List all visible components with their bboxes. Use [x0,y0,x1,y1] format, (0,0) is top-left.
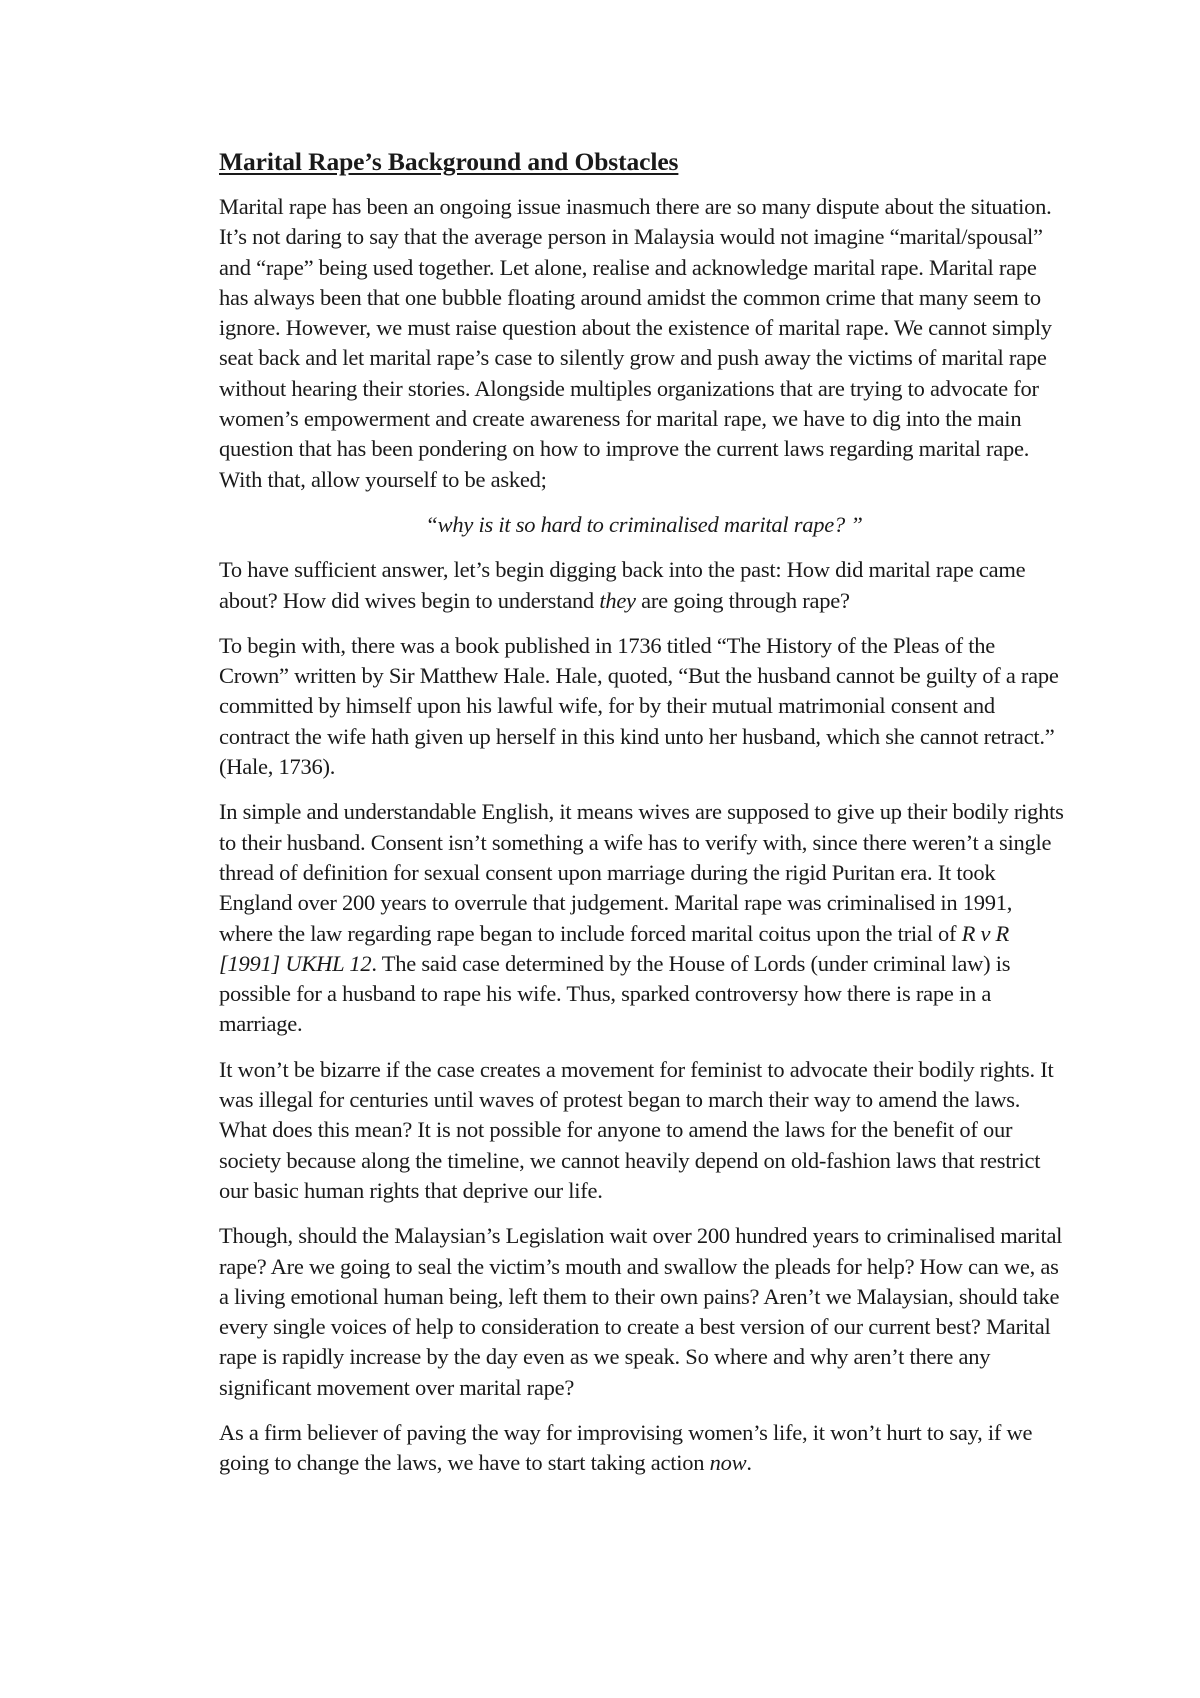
pull-quote: “why is it so hard to criminalised marital rape? ” [425,511,863,537]
emphasis-text: they [599,587,636,613]
document-page [219,146,1069,1494]
paragraph-conclusion [219,1418,1069,1479]
text-run: To have sufficient answer, let’s begin digging back into the past: How did marital rape came about? How did wives begin to understand [219,557,1026,613]
case-citation: R v R [1991] UKHL 12 [219,920,1010,976]
paragraph-history-question [219,555,1069,616]
paragraph-movement: It won’t be bizarre if the case creates a movement for feminist to advocate their bodily rights. It was illegal for centuries until waves of protest began to march their way to amend the laws. What does this mean? It is not possible for anyone to amend the laws for the benefit of our society because along the timeline, we cannot heavily depend on old-fashion laws that restrict our basic human rights that deprive our life. [219,1056,1054,1203]
document-title: Marital Rape’s Background and Obstacles [219,147,679,176]
paragraph-hale-quote: To begin with, there was a book published in 1736 titled “The History of the Pleas of the Crown” written by Sir Matthew Hale. Hale, quoted, “But the husband cannot be guilty of a rape committed by himself upon his lawful wife, for by their mutual matrimonial consent and contract the wife hath given up herself in this kind unto her husband, which she cannot retract.” (Hale, 1736). [219,632,1059,780]
text-run: In simple and understandable English, it means wives are supposed to give up their bodily rights to their husband. Consent isn’t something a wife has to verify with, since there weren’t a single thread of definition for sexual consent upon marriage during the rigid Puritan era. It took England over 200 years to overrule that judgement. Marital rape was criminalised in 1991, where the law regarding rape began to include forced marital coitus upon the trial of [219,799,1064,946]
text-run: . [746,1450,752,1476]
text-run: . The said case determined by the House of Lords (under criminal law) is possible for a husband to rape his wife. Thus, sparked controversy how there is rape in a marriage. [219,950,1011,1037]
paragraph-malaysia-question: Though, should the Malaysian’s Legislation wait over 200 hundred years to criminalised marital rape? Are we going to seal the victim’s mouth and swallow the pleads for help? How can we, as a living emotional human being, left them to their own pains? Aren’t we Malaysian, should take every single voices of help to consideration to create a best version of our current best? Marital rape is rapidly increase by the day even as we speak. So where and why aren’t there any significant movement over marital rape? [219,1223,1063,1400]
paragraph-intro: Marital rape has been an ongoing issue inasmuch there are so many dispute about the situation. It’s not daring to say that the average person in Malaysia would not imagine “marital/spousal” and “rape” being used together. Let alone, realise and acknowledge marital rape. Marital rape has always been that one bubble floating around amidst the common crime that many seem to ignore. However, we must raise question about the existence of marital rape. We cannot simply seat back and let marital rape’s case to silently grow and push away the victims of marital rape without hearing their stories. Alongside multiples organizations that are trying to advocate for women’s empowerment and create awareness for marital rape, we have to dig into the main question that has been pondering on how to improve the current laws regarding marital rape. With that, allow yourself to be asked; [219,194,1052,492]
paragraph-explanation [219,797,1069,1039]
text-run: are going through rape? [635,587,850,613]
text-run: As a firm believer of paving the way for improvising women’s life, it won’t hurt to say, if we going to change the laws, we have to start taking action [219,1419,1033,1476]
emphasis-text: now [709,1450,747,1476]
